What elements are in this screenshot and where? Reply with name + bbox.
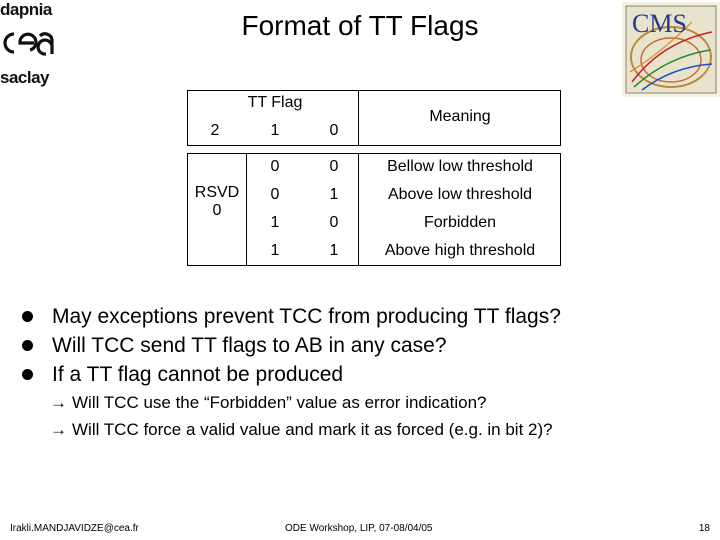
header-bit-0: 0 (329, 122, 339, 139)
rsvd-label: RSVD (194, 184, 240, 201)
footer-page-number: 18 (698, 523, 710, 534)
sub-bullet-item (18, 389, 708, 416)
bullet-dot-icon (22, 340, 33, 351)
sub-bullet-text: Will TCC force a valid value and mark it as forced (e.g. in bit 2)? (72, 420, 553, 439)
row-1-meaning: Bellow low threshold (387, 158, 533, 175)
slide-title: Format of TT Flags (241, 10, 479, 41)
row-4-bit-1: 1 (270, 242, 280, 259)
row-4-bit-0: 1 (329, 242, 339, 259)
footer-event: ODE Workshop, LIP, 07-08/04/05 (285, 523, 433, 534)
row-3-bit-1: 1 (270, 214, 280, 231)
row-2-bit-0: 1 (329, 186, 339, 203)
bullet-text: Will TCC send TT flags to AB in any case? (52, 334, 447, 357)
arrow-right-icon: → (50, 420, 67, 439)
row-3-meaning: Forbidden (423, 214, 497, 231)
header-tt-flag: TT Flag (247, 94, 303, 111)
bullet-dot-icon (22, 369, 33, 380)
row-4-meaning: Above high threshold (384, 242, 536, 259)
cms-logo-text: CMS (632, 9, 687, 38)
dapnia-logo-text: dapnia (0, 0, 52, 19)
row-1-bit-0: 0 (329, 158, 339, 175)
bullet-text: May exceptions prevent TCC from producing TT flags? (52, 305, 561, 328)
row-3-bit-0: 0 (329, 214, 339, 231)
header-bit-1: 1 (270, 122, 280, 139)
footer-author: Irakli.MANDJAVIDZE@cea.fr (10, 523, 139, 534)
row-1-bit-1: 0 (270, 158, 280, 175)
header-bit-2: 2 (210, 122, 220, 139)
saclay-logo-text: saclay (0, 68, 49, 87)
row-2-meaning: Above low threshold (387, 186, 533, 203)
arrow-right-icon: → (50, 393, 67, 412)
bullet-item (18, 360, 708, 389)
header-meaning: Meaning (429, 108, 491, 125)
bullet-text: If a TT flag cannot be produced (52, 363, 344, 386)
bullet-item (18, 331, 708, 360)
row-2-bit-1: 0 (270, 186, 280, 203)
sub-bullet-text: Will TCC use the “Forbidden” value as error indication? (72, 393, 487, 412)
rsvd-value: 0 (212, 202, 222, 219)
bullet-item (18, 302, 708, 331)
bullet-list (18, 302, 708, 443)
sub-bullet-item (18, 416, 708, 443)
bullet-dot-icon (22, 311, 33, 322)
